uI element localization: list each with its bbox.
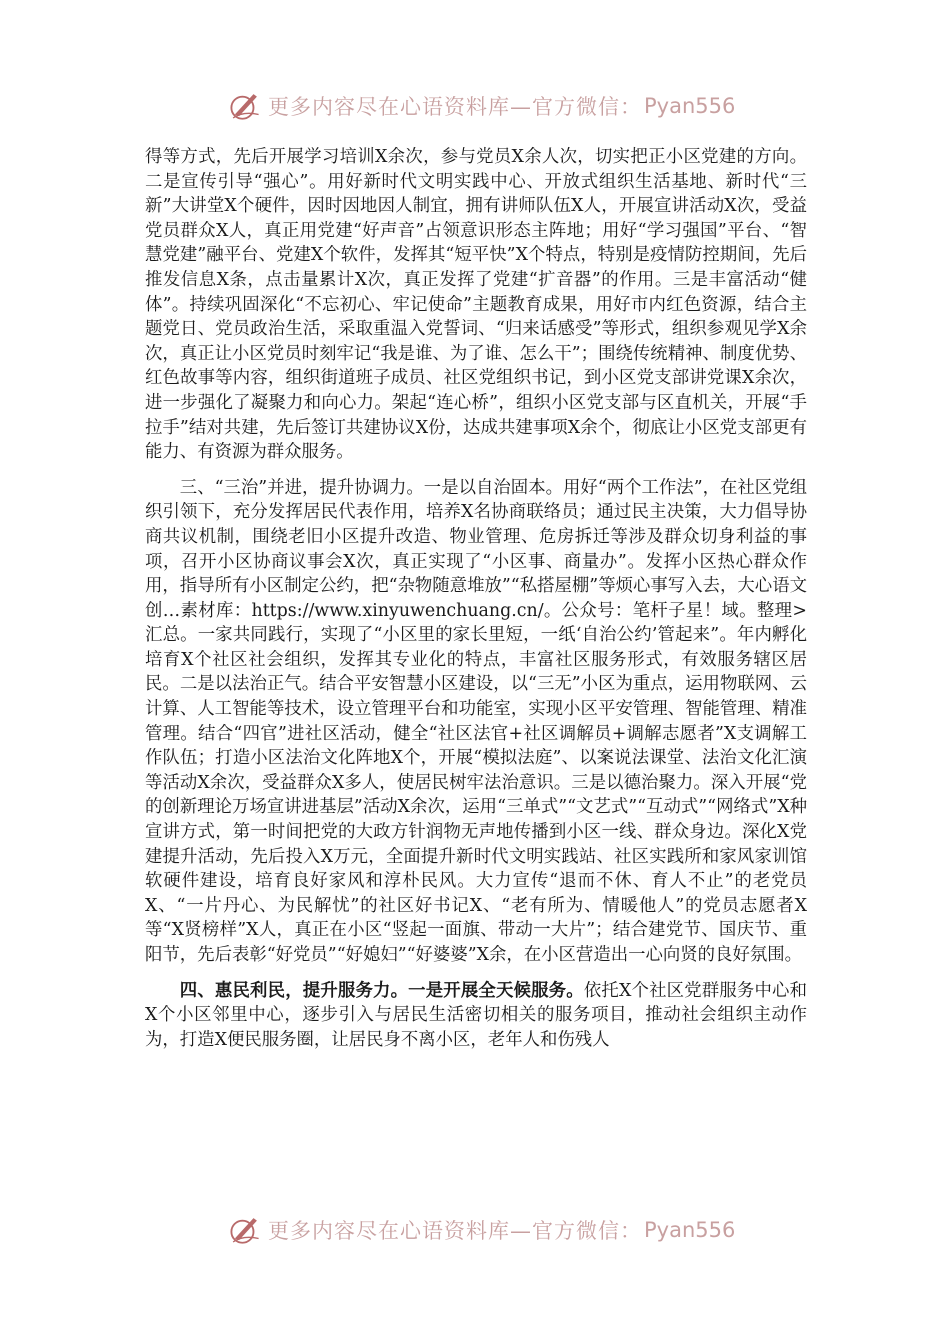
pen-logo-icon [228, 89, 262, 123]
paragraph-section-four [145, 979, 807, 1053]
watermark-text: 更多内容尽在心语资料库—官方微信： [268, 1219, 642, 1243]
section-four-text: 依托X个社区党群服务中心和X个小区邻里中心，逐步引入与居民生活密切相关的服务项目，推动社会组织主动作为，打造X便民服务圈，让居民身不离小区，老年人和伤残人 [145, 980, 807, 1050]
paragraph-section-three: 三、“三治”并进，提升协调力。一是以自治固本。用好“两个工作法”，在社区党组织引领下，充分发挥居民代表作用，培养X名协商联络员；通过民主决策，大力倡导协商共议机制，围绕老旧小区提升改造、物业管理、危房拆迁等涉及群众切身利益的事项，召开小区协商议事会X次，真正实现了“小区事、商量办”。发挥小区热心群众作用，指导所有小区制定公约，把“杂物随意堆放”“私搭屋棚”等烦心事写入去，大心语文创…素材库：https://www.xinyuwenchuang.cn/。公众号：笔杆子星！域。整理>汇总。一家共同践行，实现了“小区里的家长里短，一纸‘自治公约’管起来”。年内孵化培育X个社区社会组织，发挥其专业化的特点，丰富社区服务形式，有效服务辖区居民。二是以法治正气。结合平安智慧小区建设，以“三无”小区为重点，运用物联网、云计算、人工智能等技术，设立管理平台和功能室，实现小区平安管理、智能管理、精准管理。结合“四官”进社区活动，健全“社区法官+社区调解员+调解志愿者”X支调解工作队伍；打造小区法治文化阵地X个，开展“模拟法庭”、以案说法课堂、法治文化汇演等活动X余次，受益群众X多人，使居民树牢法治意识。三是以德治聚力。深入开展“党的创新理论万场宣讲进基层”活动X余次，运用“三单式”“文艺式”“互动式”“网络式”X种宣讲方式，第一时间把党的大政方针润物无声地传播到小区一线、群众身边。深化X党建提升活动，先后投入X万元，全面提升新时代文明实践站、社区实践所和家风家训馆软硬件建设，培育良好家风和淳朴民风。大力宣传“退而不休、育人不止”的老党员X、“一片丹心、为民解忧”的社区好书记X、“老有所为、情暖他人”的党员志愿者X等“X贤榜样”X人，真正在小区“竖起一面旗、带动一大片”；结合建党节、国庆节、重阳节，先后表彰“好党员”“好媳妇”“好婆婆”X余，在小区营造出一心向贤的良好氛围。 [145, 477, 807, 965]
pen-logo-icon [228, 1213, 262, 1247]
paragraph-continued: 得等方式，先后开展学习培训X余次，参与党员X余人次，切实把正小区党建的方向。二是宣传引导“强心”。用好新时代文明实践中心、开放式组织生活基地、新时代“三新”大讲堂X个硬件，因时因地因人制宜，拥有讲师队伍X人，开展宣讲活动X次，受益党员群众X人，真正用党建“好声音”占领意识形态主阵地；用好“学习强国”平台、“智慧党建”融平台、党建X个软件，发挥其“短平快”X个特点，特别是疫情防控期间，先后推发信息X条，点击量累计X次，真正发挥了党建“扩音器”的作用。三是丰富活动“健体”。持续巩固深化“不忘初心、牢记使命”主题教育成果，用好市内红色资源，结合主题党日、党员政治生活，采取重温入党誓词、“归来话感受”等形式，组织参观见学X余次，真正让小区党员时刻牢记“我是谁、为了谁、怎么干”；围绕传统精神、制度优势、红色故事等内容，组织街道班子成员、社区党组织书记，到小区党支部讲党课X余次，进一步强化了凝聚力和向心力。架起“连心桥”，组织小区党支部与区直机关，开展“手拉手”结对共建，先后签订共建协议X份，达成共建事项X余个，彻底让小区党支部更有能力、有资源为群众服务。 [145, 147, 807, 463]
watermark-header [228, 86, 735, 126]
watermark-wechat-id: Pyan556 [644, 1218, 736, 1242]
watermark-footer [228, 1210, 735, 1250]
watermark-text: 更多内容尽在心语资料库—官方微信： [268, 95, 642, 119]
section-four-lead: 四、惠民利民，提升服务力。一是开展全天候服务。 [179, 980, 584, 1001]
document-body [145, 145, 807, 1052]
watermark-wechat-id: Pyan556 [644, 94, 736, 118]
